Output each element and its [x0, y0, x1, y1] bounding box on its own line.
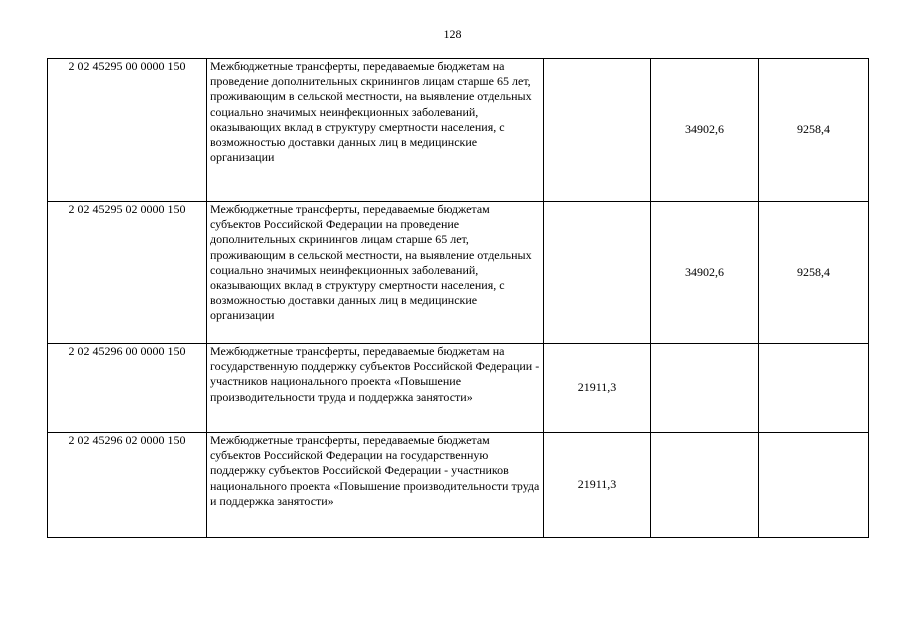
budget-code: 2 02 45296 02 0000 150 [48, 433, 207, 538]
budget-code: 2 02 45296 00 0000 150 [48, 344, 207, 433]
amount-cell-1 [544, 59, 651, 202]
amount-cell-1: 21911,3 [544, 433, 651, 538]
budget-description: Межбюджетные трансферты, передаваемые бюджетам субъектов Российской Федерации на государственную поддержку субъектов Российской Федерации - участников национального проекта «Повышение производительности труда и поддержка занятости» [207, 433, 544, 538]
amount-cell-3: 9258,4 [759, 59, 869, 202]
amount-cell-2: 34902,6 [651, 202, 759, 344]
amount-cell-2 [651, 344, 759, 433]
budget-description: Межбюджетные трансферты, передаваемые бюджетам субъектов Российской Федерации на проведение дополнительных скринингов лицам старше 65 лет, проживающим в сельской местности, на выявление отдельных социально значимых неинфекционных заболеваний, оказывающих вклад в структуру смертности населения, с возможностью доставки данных лиц в медицинские организации [207, 202, 544, 344]
amount-cell-2 [651, 433, 759, 538]
table-row [48, 433, 869, 538]
amount-cell-3: 9258,4 [759, 202, 869, 344]
table-row [48, 202, 869, 344]
budget-code: 2 02 45295 00 0000 150 [48, 59, 207, 202]
amount-cell-3 [759, 433, 869, 538]
budget-description: Межбюджетные трансферты, передаваемые бюджетам на проведение дополнительных скринингов лицам старше 65 лет, проживающим в сельской местности, на выявление отдельных социально значимых неинфекционных заболеваний, оказывающих вклад в структуру смертности населения, с возможностью доставки данных лиц в медицинские организации [207, 59, 544, 202]
table-row [48, 344, 869, 433]
amount-cell-1 [544, 202, 651, 344]
table-row [48, 59, 869, 202]
budget-code: 2 02 45295 02 0000 150 [48, 202, 207, 344]
page-number: 128 [443, 27, 462, 41]
budget-description: Межбюджетные трансферты, передаваемые бюджетам на государственную поддержку субъектов Российской Федерации - участников национального проекта «Повышение производительности труда и поддержка занятости» [207, 344, 544, 433]
amount-cell-1: 21911,3 [544, 344, 651, 433]
amount-cell-3 [759, 344, 869, 433]
amount-cell-2: 34902,6 [651, 59, 759, 202]
budget-table [47, 58, 869, 538]
